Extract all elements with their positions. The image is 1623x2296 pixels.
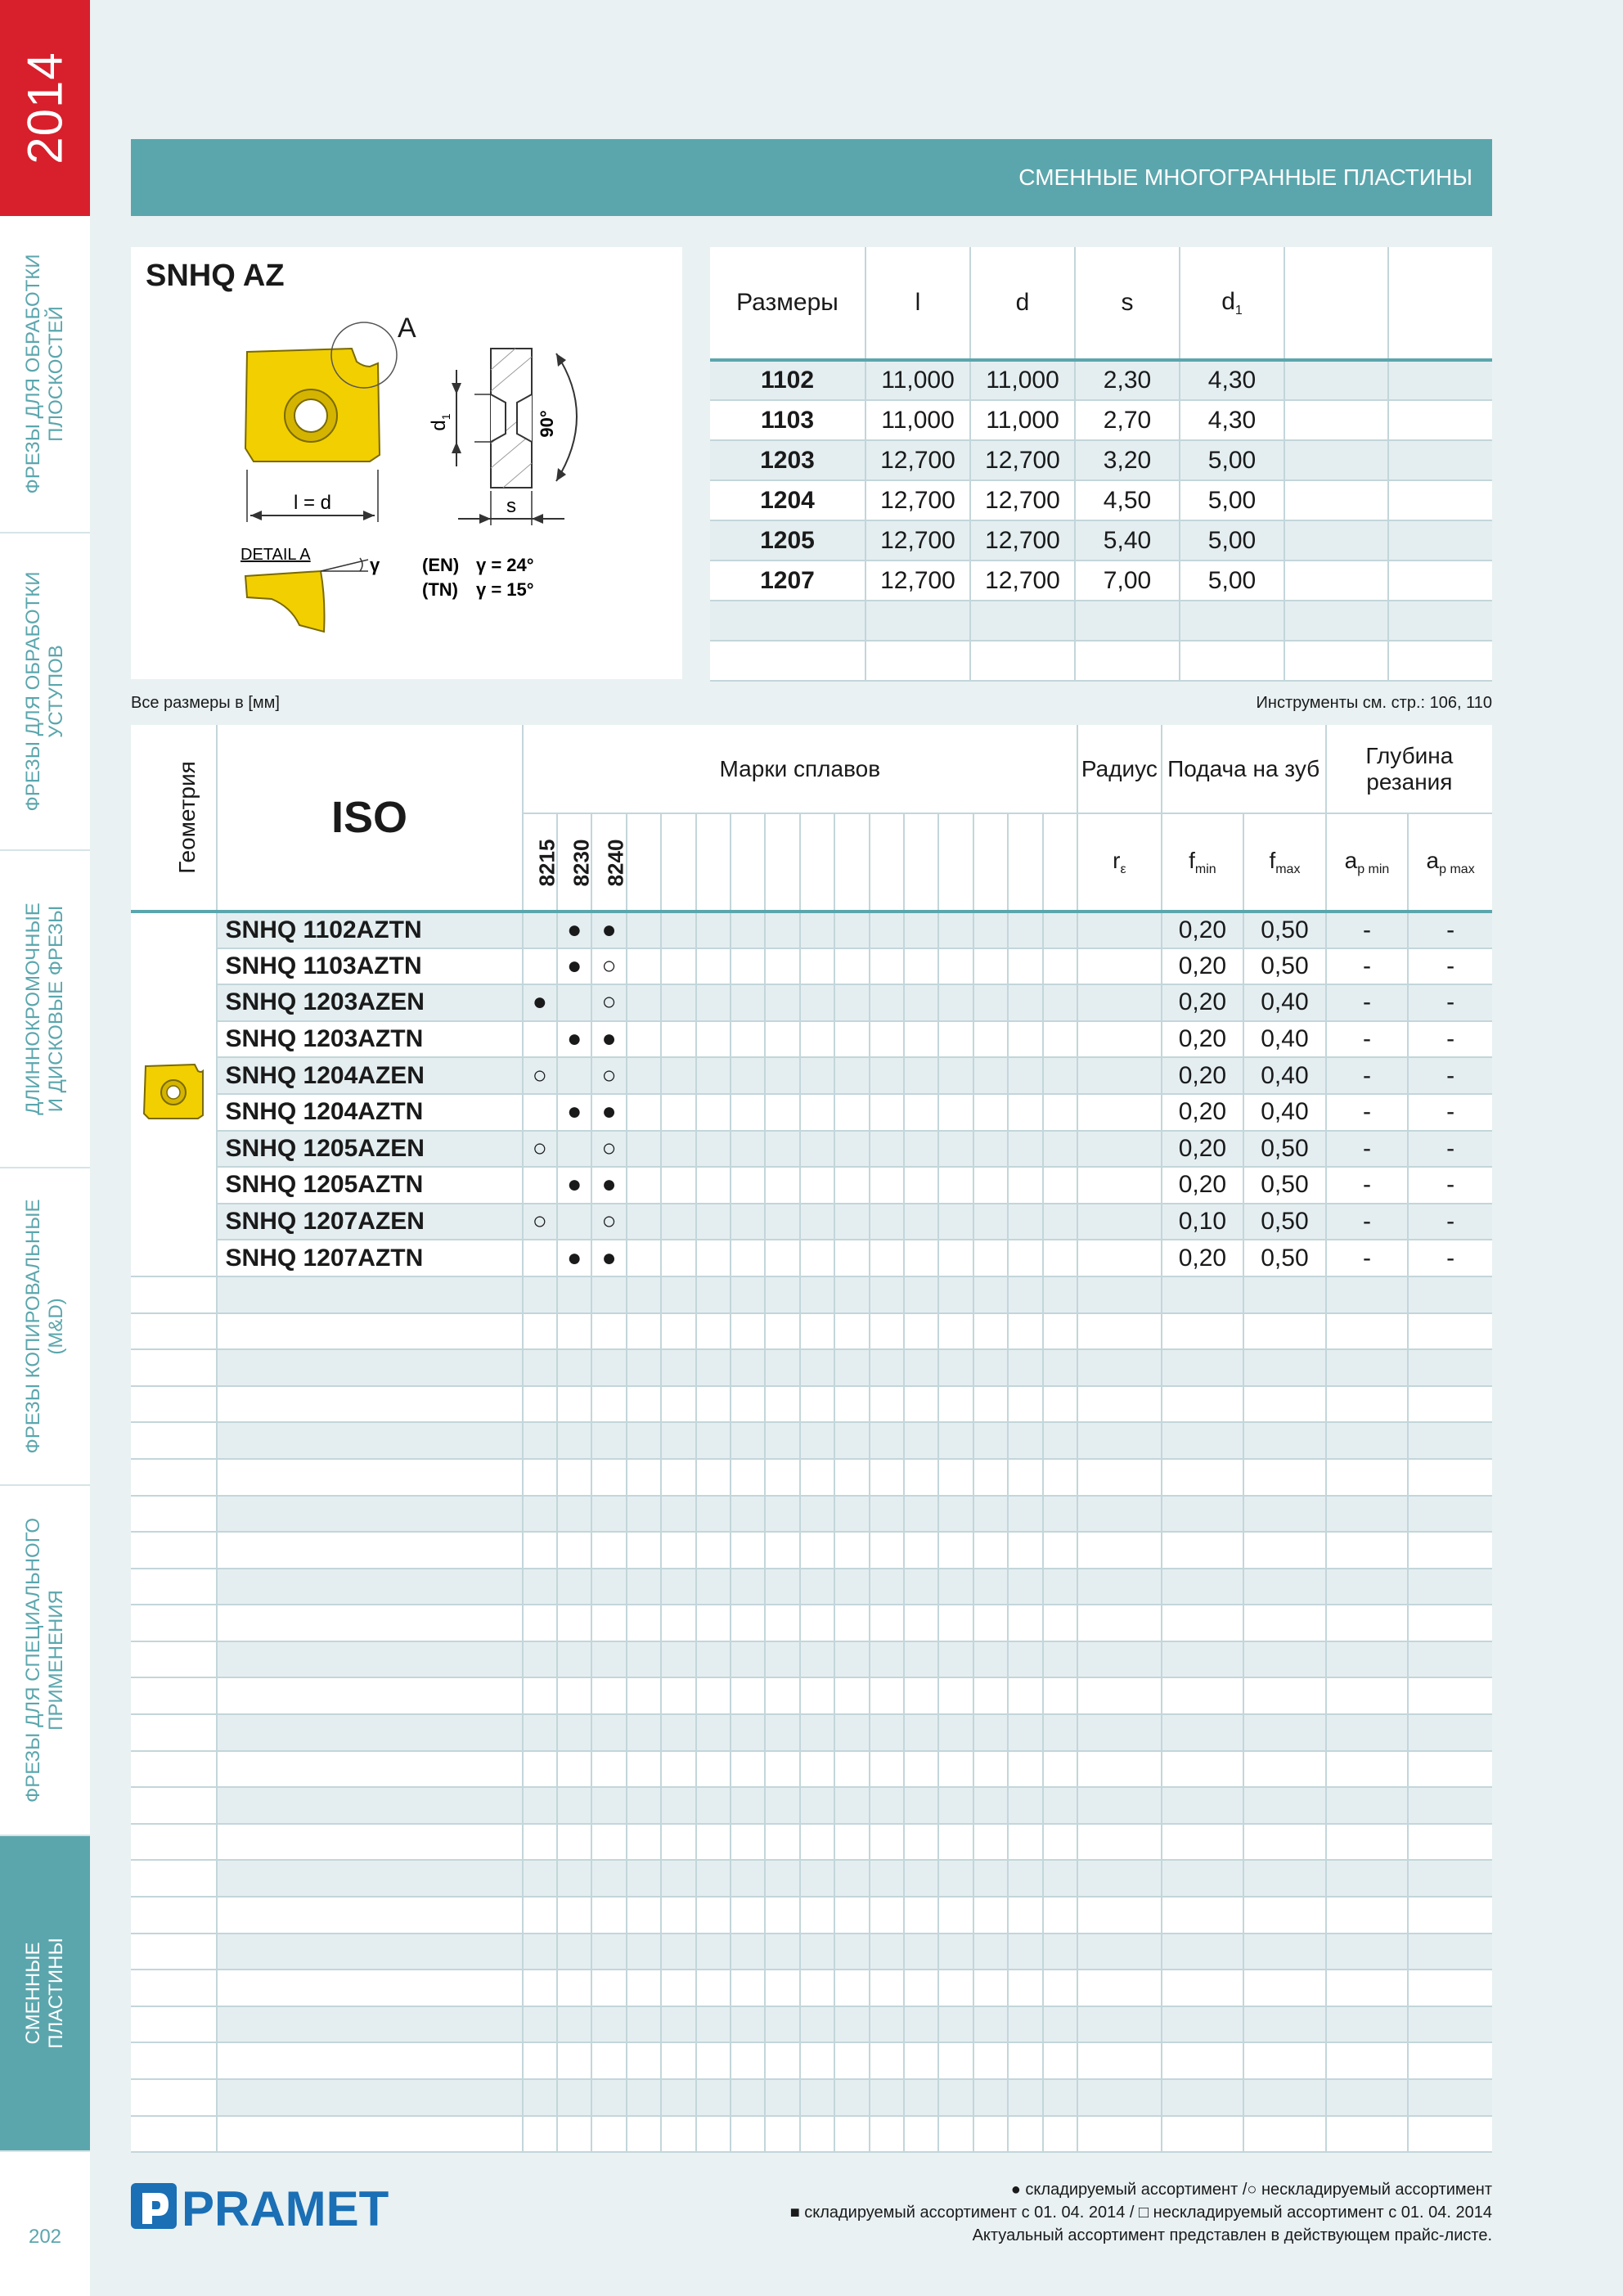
col-header-empty xyxy=(1388,247,1492,360)
cell-fmin: 0,20 xyxy=(1162,1131,1244,1168)
year-tab xyxy=(0,0,90,216)
grades-row-empty xyxy=(131,2079,1492,2116)
cell-fmax: 0,50 xyxy=(1243,948,1326,985)
cell-fmax: 0,50 xyxy=(1243,1240,1326,1276)
cell-radius xyxy=(1077,1167,1162,1204)
cell-grade-8215 xyxy=(523,948,557,985)
cell-apmax: - xyxy=(1408,1094,1492,1131)
cell-grade-8240: ● xyxy=(591,1167,626,1204)
insert-thumbnail-icon xyxy=(141,1058,206,1123)
sub-header-apmin: $a_{p min}$ xyxy=(1326,813,1409,912)
dimensions-row xyxy=(710,560,1492,601)
grades-row-empty xyxy=(131,1751,1492,1788)
cell-d: 12,700 xyxy=(970,480,1075,520)
cell-apmin: - xyxy=(1326,1021,1409,1058)
grade-col-empty xyxy=(904,813,938,912)
cell-grade-8230: ● xyxy=(557,1094,591,1131)
grades-header-row-1 xyxy=(131,725,1492,813)
cell-apmin: - xyxy=(1326,948,1409,985)
grades-row-empty xyxy=(131,1897,1492,1934)
grade-col-8240: 8240 xyxy=(591,813,626,912)
grades-row xyxy=(131,912,1492,948)
cell-apmin: - xyxy=(1326,1204,1409,1240)
grades-row xyxy=(131,1021,1492,1058)
cell-fmin: 0,10 xyxy=(1162,1204,1244,1240)
cell-radius xyxy=(1077,984,1162,1021)
cell-radius xyxy=(1077,1094,1162,1131)
tn-label: (TN) xyxy=(422,579,458,600)
side-tab-label: ФРЕЗЫ ДЛЯ СПЕЦИАЛЬНОГО ПРИМЕНЕНИЯ xyxy=(22,1517,67,1803)
grade-col-empty xyxy=(1043,813,1077,912)
cell-s: 4,50 xyxy=(1075,480,1180,520)
grade-col-8230: 8230 xyxy=(557,813,591,912)
col-header-iso: ISO xyxy=(217,725,523,912)
side-tab-face-milling[interactable] xyxy=(0,216,90,533)
cell-l: 12,700 xyxy=(865,520,970,560)
cell-grade-8215: ○ xyxy=(523,1057,557,1094)
cell-size: 1205 xyxy=(710,520,865,560)
col-header-radius: Радиус xyxy=(1077,725,1162,813)
dim-d1: $d_1$ xyxy=(428,413,452,431)
cell-iso-code: SNHQ 1204AZEN xyxy=(217,1057,523,1094)
dimensions-row xyxy=(710,440,1492,480)
grades-row-empty xyxy=(131,1386,1492,1423)
grades-row xyxy=(131,1204,1492,1240)
grades-row xyxy=(131,1057,1492,1094)
col-header-depth: Глубина резания xyxy=(1326,725,1492,813)
dimensions-row-empty xyxy=(710,601,1492,641)
cell-size: 1204 xyxy=(710,480,865,520)
col-header-d1: $d_1$ xyxy=(1180,247,1284,360)
cell-grade-8230: ● xyxy=(557,1240,591,1276)
col-header-feed: Подача на зуб xyxy=(1162,725,1326,813)
geometry-cell xyxy=(131,912,217,1276)
sub-header-apmax: $a_{p max}$ xyxy=(1408,813,1492,912)
side-tab-label: ФРЕЗЫ ДЛЯ ОБРАБОТКИ УСТУПОВ xyxy=(22,571,67,812)
dimensions-row-empty xyxy=(710,641,1492,681)
grades-row-empty xyxy=(131,1970,1492,2006)
cell-grade-8230: ● xyxy=(557,912,591,948)
grades-row xyxy=(131,1131,1492,1168)
dimensions-row xyxy=(710,400,1492,440)
legend-line-2: ■ складируемый ассортимент с 01. 04. 2014 / □ нескладируемый ассортимент с 01. 04. 2014 xyxy=(789,2204,1492,2222)
cell-radius xyxy=(1077,1131,1162,1168)
col-header-d: d xyxy=(970,247,1075,360)
cell-radius xyxy=(1077,1204,1162,1240)
sub-header-fmax: $f_{max}$ xyxy=(1243,813,1326,912)
grade-col-empty xyxy=(800,813,834,912)
grade-col-empty xyxy=(870,813,904,912)
cell-apmax: - xyxy=(1408,1021,1492,1058)
section-header xyxy=(131,139,1492,216)
tools-reference-note: Инструменты см. стр.: 106, 110 xyxy=(1256,694,1492,712)
cell-iso-code: SNHQ 1207AZTN xyxy=(217,1240,523,1276)
cell-grade-8230: ● xyxy=(557,948,591,985)
col-header-s: s xyxy=(1075,247,1180,360)
cell-l: 12,700 xyxy=(865,480,970,520)
cell-grade-8230 xyxy=(557,1057,591,1094)
cell-iso-code: SNHQ 1205AZEN xyxy=(217,1131,523,1168)
grades-row-empty xyxy=(131,1934,1492,1970)
cell-fmax: 0,50 xyxy=(1243,912,1326,948)
cell-fmax: 0,40 xyxy=(1243,1021,1326,1058)
grade-col-empty xyxy=(1008,813,1042,912)
year-label: 2014 xyxy=(17,52,73,164)
cell-d: 12,700 xyxy=(970,440,1075,480)
cell-d1: 4,30 xyxy=(1180,400,1284,440)
grades-row-empty xyxy=(131,2116,1492,2153)
cell-d1: 5,00 xyxy=(1180,480,1284,520)
legend-line-3: Актуальный ассортимент представлен в действующем прайс-листе. xyxy=(972,2226,1492,2244)
grades-row-empty xyxy=(131,2042,1492,2079)
cell-apmax: - xyxy=(1408,1057,1492,1094)
units-note: Все размеры в [мм] xyxy=(131,694,280,712)
page-number: 202 xyxy=(28,2226,62,2248)
cell-d1: 5,00 xyxy=(1180,520,1284,560)
cell-fmax: 0,40 xyxy=(1243,1057,1326,1094)
cell-apmin: - xyxy=(1326,1131,1409,1168)
logo-text: PRAMET xyxy=(182,2181,389,2235)
cell-grade-8215: ○ xyxy=(523,1204,557,1240)
col-header-empty xyxy=(1284,247,1388,360)
grades-row-empty xyxy=(131,1422,1492,1459)
cell-iso-code: SNHQ 1102AZTN xyxy=(217,912,523,948)
section-title: СМЕННЫЕ МНОГОГРАННЫЕ ПЛАСТИНЫ xyxy=(1018,164,1472,190)
grades-row-empty xyxy=(131,1714,1492,1751)
grades-row-empty xyxy=(131,1349,1492,1386)
dim-angle: 90° xyxy=(537,410,557,438)
cell-size: 1203 xyxy=(710,440,865,480)
grades-row xyxy=(131,1240,1492,1276)
cell-iso-code: SNHQ 1205AZTN xyxy=(217,1167,523,1204)
cell-d1: 5,00 xyxy=(1180,440,1284,480)
grade-col-8215: 8215 xyxy=(523,813,557,912)
col-header-l: l xyxy=(865,247,970,360)
dimensions-header-row xyxy=(710,247,1492,360)
cell-grade-8240: ● xyxy=(591,1021,626,1058)
cell-d: 12,700 xyxy=(970,520,1075,560)
sub-header-fmin: $f_{min}$ xyxy=(1162,813,1244,912)
cell-d: 12,700 xyxy=(970,560,1075,601)
cell-grade-8215 xyxy=(523,1021,557,1058)
cell-apmax: - xyxy=(1408,1204,1492,1240)
cell-size: 1102 xyxy=(710,360,865,400)
detail-marker: A xyxy=(398,313,416,344)
cell-grade-8230 xyxy=(557,984,591,1021)
grade-col-empty xyxy=(765,813,799,912)
grades-row-empty xyxy=(131,1569,1492,1605)
grade-col-empty xyxy=(834,813,869,912)
legend xyxy=(790,2178,1492,2247)
side-tab-copy-milling[interactable] xyxy=(0,1168,90,1486)
cell-fmin: 0,20 xyxy=(1162,1094,1244,1131)
cell-fmin: 0,20 xyxy=(1162,1240,1244,1276)
cell-grade-8240: ● xyxy=(591,1094,626,1131)
cell-apmax: - xyxy=(1408,948,1492,985)
cell-iso-code: SNHQ 1103AZTN xyxy=(217,948,523,985)
cell-apmax: - xyxy=(1408,1131,1492,1168)
cell-iso-code: SNHQ 1203AZTN xyxy=(217,1021,523,1058)
cell-l: 11,000 xyxy=(865,400,970,440)
side-tab-special-milling[interactable] xyxy=(0,1486,90,1836)
cell-s: 3,20 xyxy=(1075,440,1180,480)
cell-apmin: - xyxy=(1326,912,1409,948)
cell-grade-8215 xyxy=(523,1094,557,1131)
cell-radius xyxy=(1077,1240,1162,1276)
grades-row-empty xyxy=(131,1313,1492,1350)
grades-row-empty xyxy=(131,1641,1492,1678)
detail-label: DETAIL A xyxy=(241,546,311,564)
grades-row-empty xyxy=(131,1496,1492,1533)
cell-apmin: - xyxy=(1326,1167,1409,1204)
grades-row-empty xyxy=(131,1824,1492,1861)
legend-line-1: ● складируемый ассортимент /○ нескладируемый ассортимент xyxy=(1010,2181,1492,2199)
cell-fmin: 0,20 xyxy=(1162,1057,1244,1094)
grades-row-empty xyxy=(131,1276,1492,1313)
grade-col-empty xyxy=(973,813,1008,912)
cell-fmax: 0,50 xyxy=(1243,1131,1326,1168)
dimensions-row xyxy=(710,480,1492,520)
cell-d: 11,000 xyxy=(970,360,1075,400)
side-tab-long-edge-milling[interactable] xyxy=(0,851,90,1168)
cell-apmax: - xyxy=(1408,1240,1492,1276)
cell-fmin: 0,20 xyxy=(1162,948,1244,985)
col-header-size: Размеры xyxy=(710,247,865,360)
side-tab-inserts[interactable] xyxy=(0,1836,90,2152)
dimensions-table xyxy=(710,247,1492,682)
cell-apmin: - xyxy=(1326,984,1409,1021)
cell-s: 2,70 xyxy=(1075,400,1180,440)
cell-size: 1207 xyxy=(710,560,865,601)
grade-col-empty xyxy=(938,813,973,912)
cell-fmin: 0,20 xyxy=(1162,1167,1244,1204)
side-tab-label: ДЛИННОКРОМОЧНЫЕ И ДИСКОВЫЕ ФРЕЗЫ xyxy=(22,903,67,1115)
side-tab-label: ФРЕЗЫ ДЛЯ ОБРАБОТКИ ПЛОСКОСТЕЙ xyxy=(22,254,67,494)
cell-l: 11,000 xyxy=(865,360,970,400)
cell-grade-8215 xyxy=(523,1167,557,1204)
insert-technical-drawing xyxy=(131,247,682,679)
cell-grade-8240: ○ xyxy=(591,1204,626,1240)
cell-grade-8240: ○ xyxy=(591,984,626,1021)
grades-row xyxy=(131,1094,1492,1131)
grades-row-empty xyxy=(131,2006,1492,2043)
cell-grade-8240: ● xyxy=(591,1240,626,1276)
cell-radius xyxy=(1077,912,1162,948)
grades-row-empty xyxy=(131,1787,1492,1824)
cell-grade-8230: ● xyxy=(557,1021,591,1058)
cell-radius xyxy=(1077,1021,1162,1058)
cell-s: 5,40 xyxy=(1075,520,1180,560)
grade-col-empty xyxy=(661,813,695,912)
cell-fmin: 0,20 xyxy=(1162,912,1244,948)
cell-d1: 4,30 xyxy=(1180,360,1284,400)
grade-col-empty xyxy=(627,813,661,912)
cell-grade-8240: ● xyxy=(591,912,626,948)
cell-apmin: - xyxy=(1326,1094,1409,1131)
cell-fmax: 0,40 xyxy=(1243,1094,1326,1131)
grades-row xyxy=(131,948,1492,985)
cell-grade-8215 xyxy=(523,1240,557,1276)
cell-iso-code: SNHQ 1207AZEN xyxy=(217,1204,523,1240)
cell-d1: 5,00 xyxy=(1180,560,1284,601)
cell-radius xyxy=(1077,1057,1162,1094)
cell-grade-8230: ● xyxy=(557,1167,591,1204)
col-header-grades: Марки сплавов xyxy=(523,725,1078,813)
en-value: γ = 24° xyxy=(476,555,534,575)
cell-apmin: - xyxy=(1326,1240,1409,1276)
cell-apmax: - xyxy=(1408,1167,1492,1204)
detail-a-view xyxy=(241,546,534,632)
insert-drawing-panel xyxy=(131,247,682,679)
cell-iso-code: SNHQ 1204AZTN xyxy=(217,1094,523,1131)
product-title: SNHQ AZ xyxy=(146,259,285,293)
en-label: (EN) xyxy=(422,555,460,575)
cell-s: 2,30 xyxy=(1075,360,1180,400)
cell-grade-8215: ● xyxy=(523,984,557,1021)
cell-d: 11,000 xyxy=(970,400,1075,440)
cell-fmin: 0,20 xyxy=(1162,984,1244,1021)
cell-apmax: - xyxy=(1408,984,1492,1021)
cell-grade-8240: ○ xyxy=(591,1131,626,1168)
sub-header-r: $r_\varepsilon$ xyxy=(1077,813,1162,912)
cell-radius xyxy=(1077,948,1162,985)
grades-row-empty xyxy=(131,1605,1492,1641)
grades-row-empty xyxy=(131,1532,1492,1569)
dimensions-row xyxy=(710,360,1492,400)
cell-apmax: - xyxy=(1408,912,1492,948)
cell-grade-8215 xyxy=(523,912,557,948)
cell-grade-8230 xyxy=(557,1131,591,1168)
grades-row-empty xyxy=(131,1860,1492,1897)
cell-fmax: 0,40 xyxy=(1243,984,1326,1021)
cell-grade-8230 xyxy=(557,1204,591,1240)
col-header-geometry: Геометрия xyxy=(131,725,217,912)
pramet-logo xyxy=(131,2178,409,2235)
insert-front-view xyxy=(245,313,416,522)
cell-grade-8240: ○ xyxy=(591,948,626,985)
cell-grade-8240: ○ xyxy=(591,1057,626,1094)
grades-row xyxy=(131,984,1492,1021)
dim-l-eq-d: l = d xyxy=(293,492,332,514)
side-tab-shoulder-milling[interactable] xyxy=(0,533,90,851)
grade-col-empty xyxy=(731,813,765,912)
cell-fmax: 0,50 xyxy=(1243,1204,1326,1240)
dim-s: s xyxy=(506,495,516,517)
cell-size: 1103 xyxy=(710,400,865,440)
dimensions-row xyxy=(710,520,1492,560)
cell-iso-code: SNHQ 1203AZEN xyxy=(217,984,523,1021)
cell-apmin: - xyxy=(1326,1057,1409,1094)
cell-l: 12,700 xyxy=(865,560,970,601)
cell-s: 7,00 xyxy=(1075,560,1180,601)
gamma-symbol: γ xyxy=(370,555,380,575)
insert-side-view xyxy=(428,349,577,525)
side-tab-label: ФРЕЗЫ КОПИРОВАЛЬНЫЕ (M&D) xyxy=(22,1199,67,1454)
grades-row xyxy=(131,1167,1492,1204)
tn-value: γ = 15° xyxy=(476,579,534,600)
grade-col-empty xyxy=(696,813,731,912)
cell-fmin: 0,20 xyxy=(1162,1021,1244,1058)
cell-fmax: 0,50 xyxy=(1243,1167,1326,1204)
cell-grade-8215: ○ xyxy=(523,1131,557,1168)
grades-table xyxy=(131,725,1492,2153)
sidebar xyxy=(0,0,90,2296)
cell-l: 12,700 xyxy=(865,440,970,480)
side-tab-label: СМЕННЫЕ ПЛАСТИНЫ xyxy=(22,1938,67,2049)
grades-row-empty xyxy=(131,1677,1492,1714)
grades-row-empty xyxy=(131,1459,1492,1496)
